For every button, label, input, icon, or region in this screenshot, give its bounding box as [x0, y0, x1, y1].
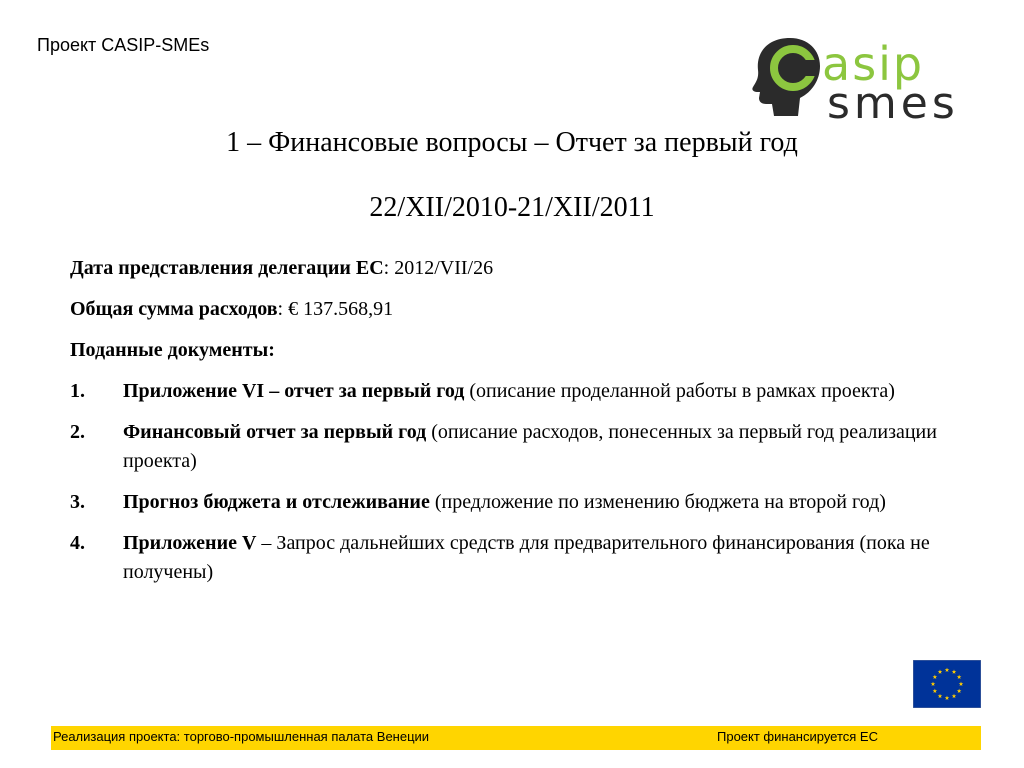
item-number: 1.	[70, 380, 85, 402]
item-number: 4.	[70, 532, 85, 554]
project-label: Проект CASIP-SMEs	[37, 35, 210, 55]
documents-heading: Поданные документы:	[70, 339, 275, 361]
footer-bar	[51, 726, 981, 750]
logo-top-text: asip	[822, 37, 925, 91]
submission-label: Дата представления делегации ЕС	[70, 257, 384, 279]
slide-body	[70, 254, 950, 599]
item-number: 3.	[70, 491, 85, 513]
item-bold: Финансовый отчет за первый год	[123, 421, 427, 443]
footer-funding: Проект финансируется ЕС	[717, 729, 878, 744]
document-item-2	[70, 418, 950, 476]
document-item-1	[70, 377, 950, 406]
item-rest: (предложение по изменению бюджета на второй год)	[429, 491, 886, 513]
item-number: 2.	[70, 421, 85, 443]
item-rest: (описание расходов, понесенных за первый год реализации проекта)	[123, 421, 937, 472]
slide-title: 1 – Финансовые вопросы – Отчет за первый год	[226, 127, 798, 158]
total-expenses-line	[70, 295, 950, 324]
eu-flag-icon	[913, 660, 981, 708]
submission-value: : 2012/VII/26	[383, 257, 494, 279]
logo-bottom-text: smes	[827, 78, 959, 124]
document-item-4	[70, 529, 950, 587]
item-rest: (описание проделанной работы в рамках проекта)	[464, 380, 895, 402]
item-bold: Приложение VI – отчет за первый год	[123, 380, 465, 402]
total-label: Общая сумма расходов	[70, 298, 278, 320]
document-item-3	[70, 488, 950, 517]
slide-period: 22/XII/2010-21/XII/2011	[369, 192, 655, 223]
total-value: : € 137.568,91	[277, 298, 394, 320]
footer-implementation: Реализация проекта: торгово-промышленная палата Венеции	[53, 729, 430, 744]
item-rest: – Запрос дальнейших средств для предварительного финансирования (пока не получены)	[123, 532, 930, 583]
casip-smes-logo	[750, 32, 985, 124]
submission-date-line	[70, 254, 950, 283]
item-bold: Приложение V	[123, 532, 257, 554]
item-bold: Прогноз бюджета и отслеживание	[123, 491, 430, 513]
